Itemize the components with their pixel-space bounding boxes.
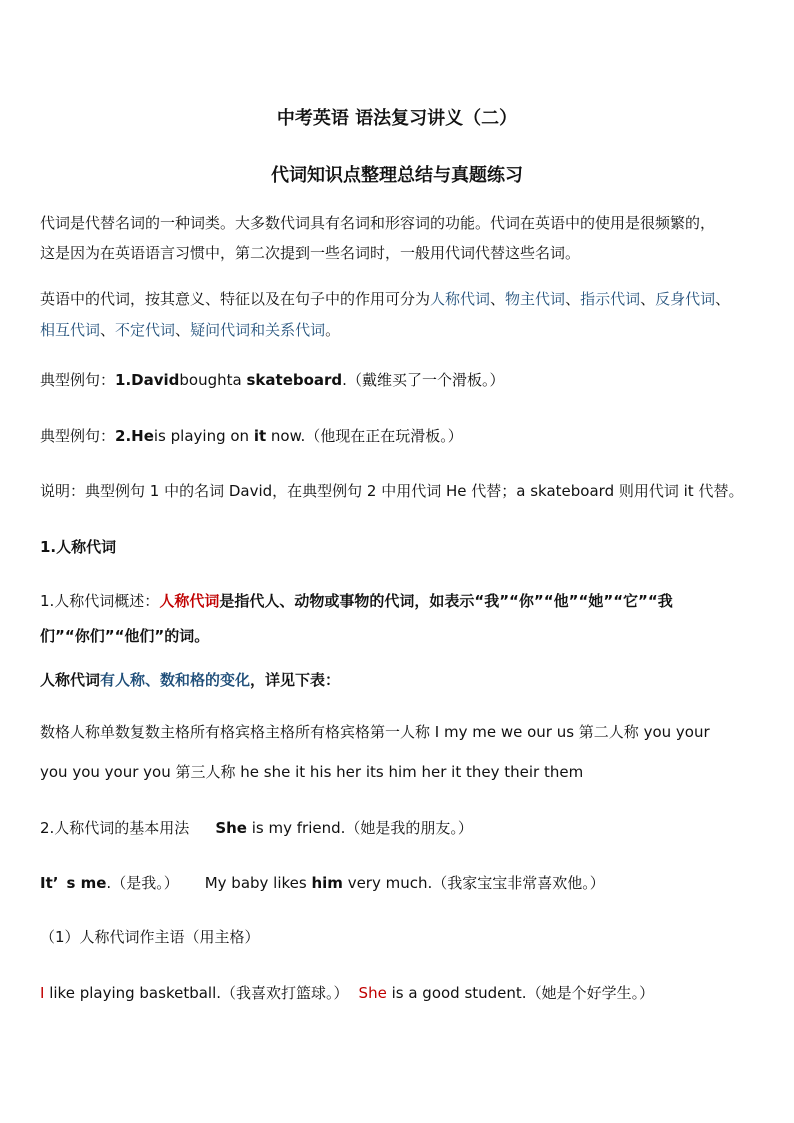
change-note-term: 人称代词 [40,671,101,689]
subject-she: She [358,984,387,1002]
example-number: 2. [115,427,132,445]
example-translation: （戴维买了一个滑板。） [346,371,505,389]
example-subject: David [131,371,180,389]
subject-examples [40,983,774,1003]
subject-heading: （1）人称代词作主语（用主格） [40,928,260,946]
classification-line-2 [40,320,774,340]
example-object: it [253,427,267,445]
usage-it: It’ [40,874,59,892]
example-verb: is playing on [153,427,254,445]
subject-translation-2: （她是个好学生。） [526,984,655,1002]
usage-line [40,818,774,838]
subject-i: I [40,984,45,1002]
usage-punct: . [106,874,112,892]
document-subtitle: 代词知识点整理总结与真题练习 [271,165,523,186]
usage-subject: She [215,819,247,837]
usage-him: him [311,874,343,892]
separator: 、 [175,321,191,339]
pronoun-type: 人称代词 [430,290,491,308]
table-text-line-1: 数格人称单数复数主格所有格宾格主格所有格宾格第一人称 I my me we our us 第二人称 you your [40,723,710,741]
overview-term: 人称代词 [159,592,220,610]
separator: 、 [640,290,656,308]
example-article: a [232,371,242,389]
example-number: 1. [115,371,132,389]
example-punct: . [342,371,347,389]
example-label: 典型例句： [40,427,116,445]
intro-line-2: 这是因为在英语语言习惯中，第二次提到一些名词时，一般用代词代替这些名词。 [40,244,581,262]
subject-sentence-2: is a good student. [386,984,527,1002]
separator: 、 [565,290,581,308]
example-object: skateboard [246,371,343,389]
usage-translation-3: （我家宝宝非常喜欢他。） [432,874,605,892]
classification-line-1 [40,289,774,309]
pronoun-type: 反身代词 [655,290,716,308]
usage-sentence-3a: My baby likes [204,874,312,892]
usage-examples [40,873,774,893]
intro-line-1: 代词是代替名词的一种词类。大多数代词具有名词和形容词的功能。代词在英语中的使用是很频繁的， [40,214,716,232]
usage-translation-2: （是我。） [111,874,179,892]
separator: 、 [715,290,731,308]
pronoun-type: 物主代词 [505,290,566,308]
usage-sentence: is my friend. [246,819,346,837]
usage-sentence-3b: very much. [342,874,433,892]
overview-line-1 [40,591,774,611]
example-translation: （他现在正在玩滑板。） [305,427,463,445]
example-1 [40,370,774,390]
subject-sentence-1: like playing basketball. [44,984,222,1002]
section-heading: 1.人称代词 [40,538,117,556]
change-note [40,670,774,690]
separator: 、 [490,290,506,308]
example-2 [40,426,774,446]
period: 。 [325,321,341,339]
pronoun-type: 相互代词 [40,321,101,339]
pronoun-type: 指示代词 [580,290,641,308]
overview-line-2: 们”“你们”“他们”的词。 [40,627,210,645]
table-text-line-2: you you your you 第三人称 he she it his her its him her it they their them [40,763,584,781]
explanation: 说明：典型例句 1 中的名词 David，在典型例句 2 中用代词 He 代替；a skateboard 则用代词 it 代替。 [40,482,744,500]
usage-me: s me [66,874,107,892]
usage-label: 2.人称代词的基本用法 [40,819,190,837]
subject-translation-1: （我喜欢打篮球。） [221,984,349,1002]
overview-prefix: 1.人称代词概述： [40,592,160,610]
usage-translation: （她是我的朋友。） [345,819,473,837]
pronoun-type: 不定代词 [115,321,176,339]
example-label: 典型例句： [40,371,116,389]
document-title: 中考英语 语法复习讲义（二） [276,108,518,129]
example-rest: now. [266,427,306,445]
separator: 、 [100,321,116,339]
change-note-highlight: 有人称、数和格的变化 [100,671,251,689]
example-verb: bought [179,371,233,389]
pronoun-type: 疑问代词和关系代词 [190,321,326,339]
overview-text: 是指代人、动物或事物的代词，如表示“我”“你”“他”“她”“它”“我 [219,592,673,610]
change-note-end: ，详见下表： [250,671,341,689]
example-subject: He [131,427,154,445]
classification-pre: 英语中的代词，按其意义、特征以及在句子中的作用可分为 [40,290,431,308]
